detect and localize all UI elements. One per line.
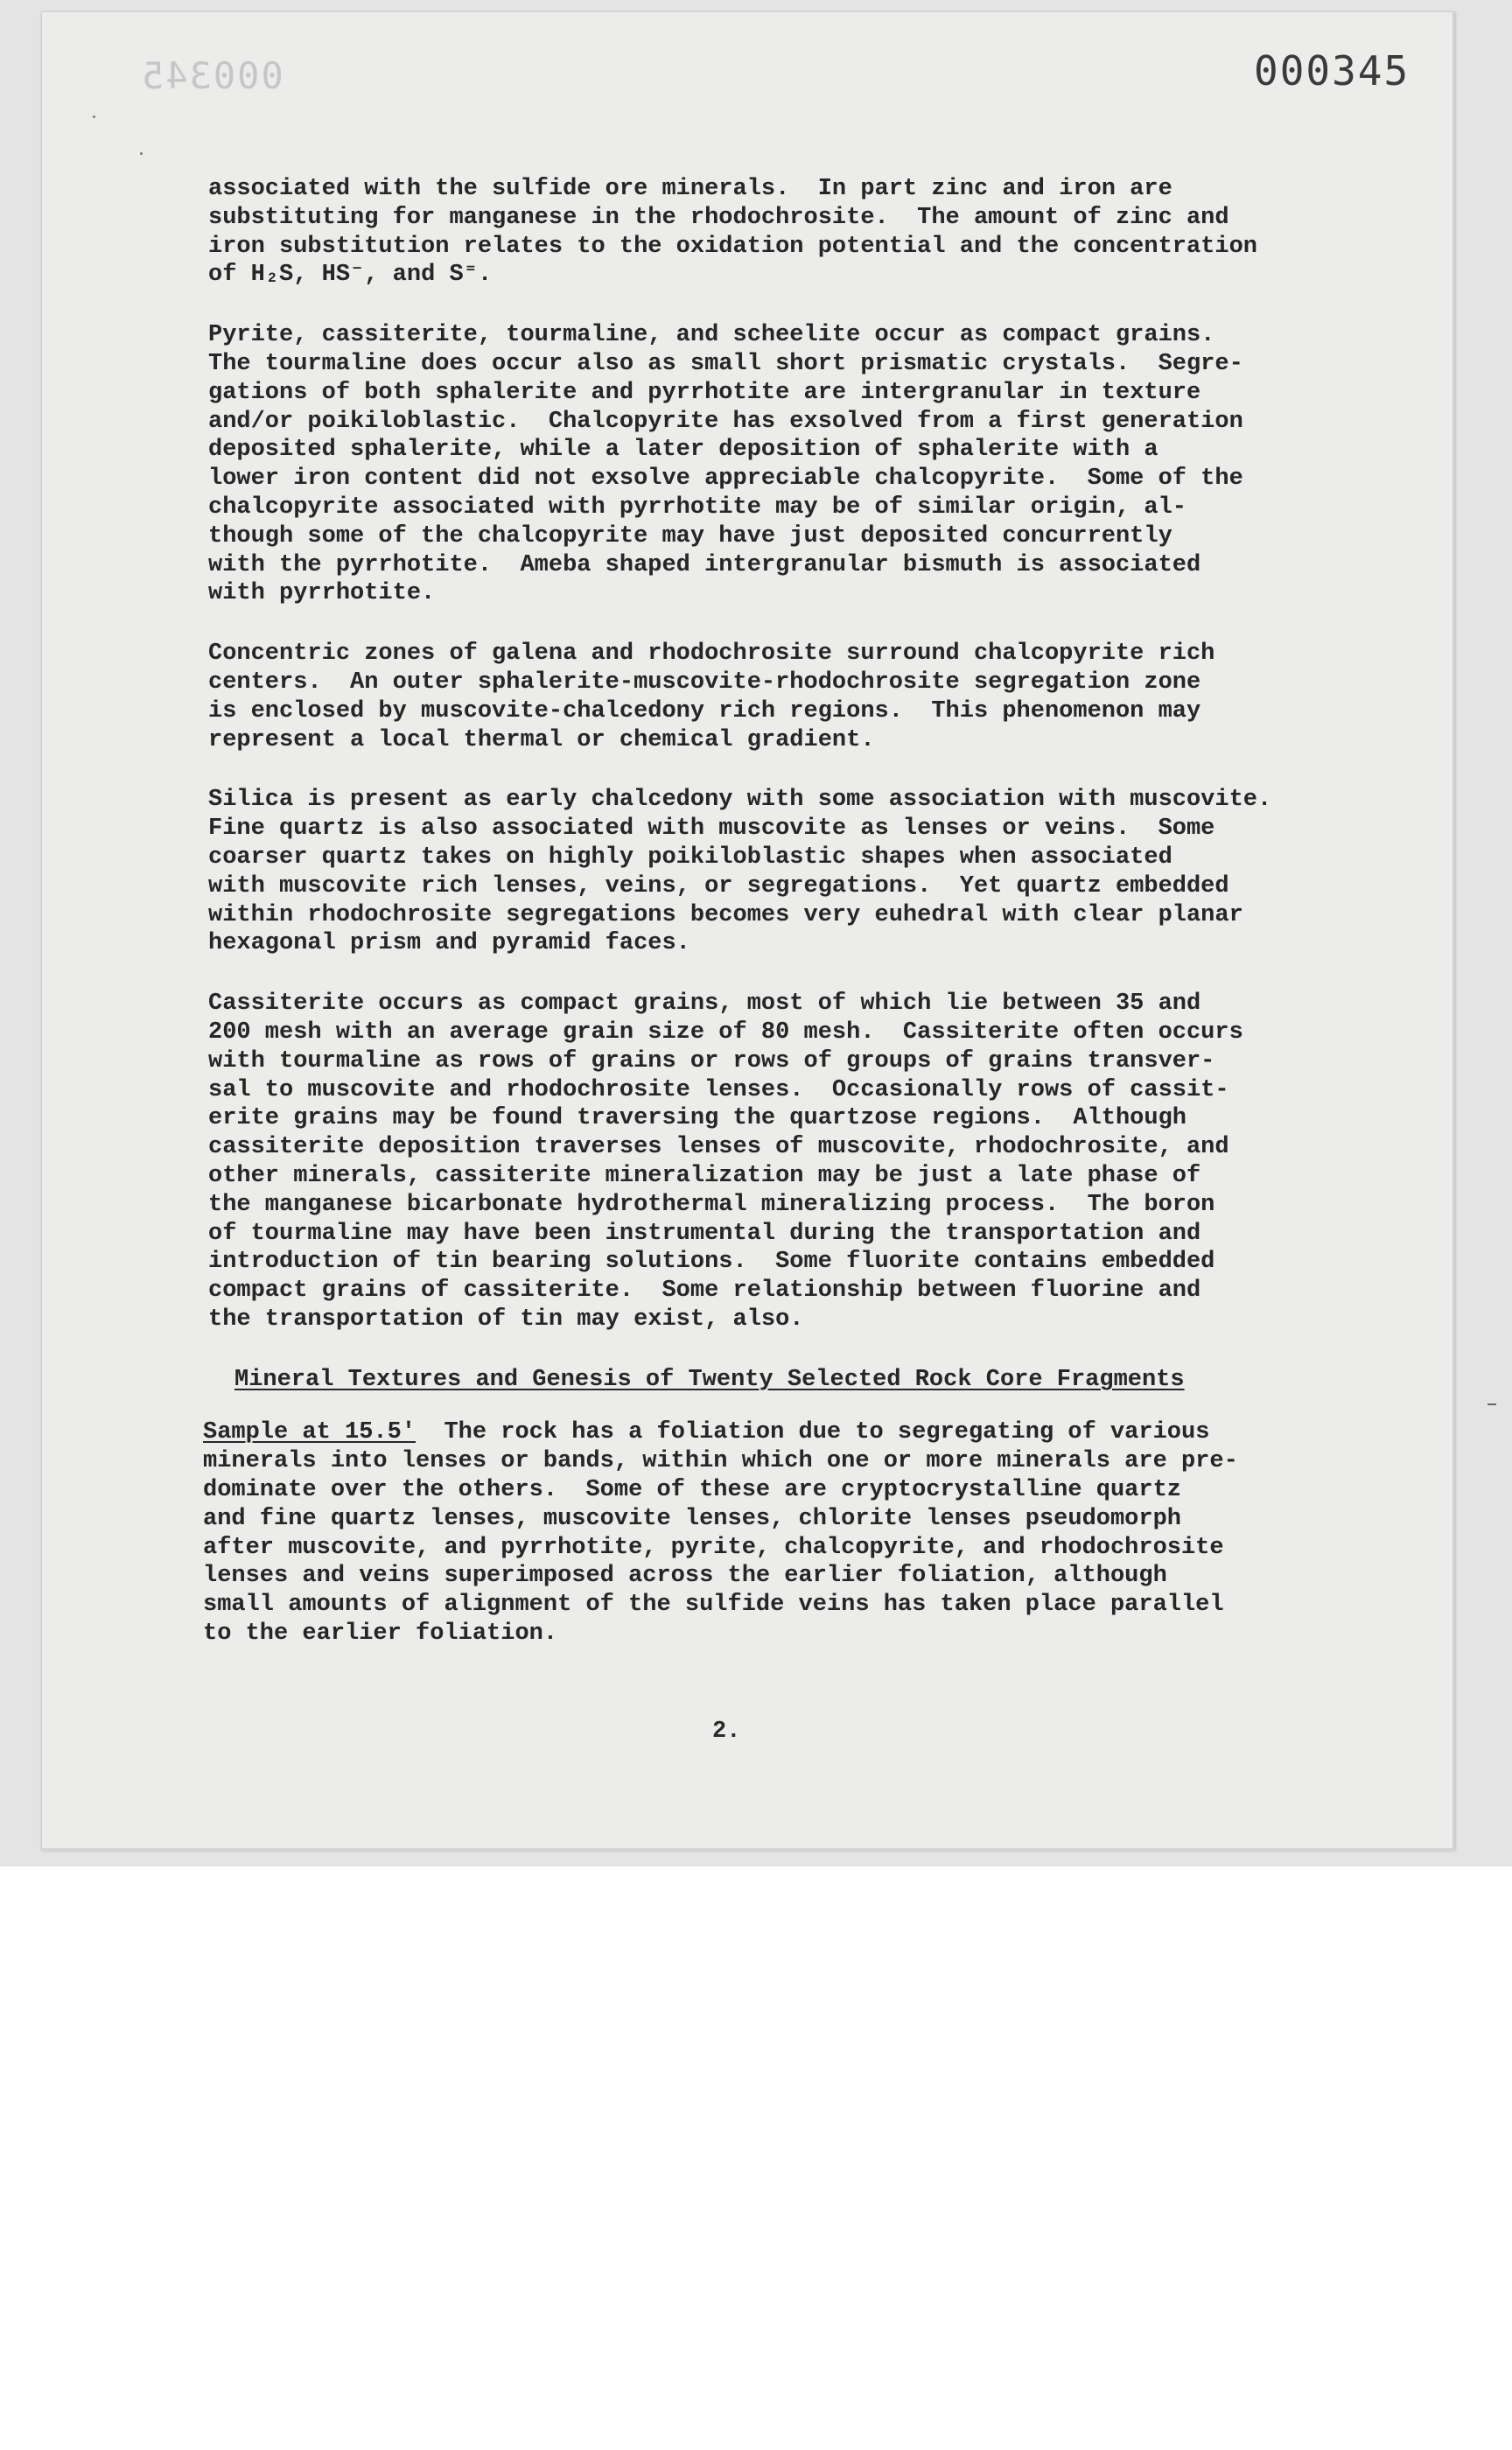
sample-text: The rock has a foliation due to segregating of various minerals into lenses or bands, within which one or more minerals are pre- dominate over the others. Some of these are cryptocrystalline quartz and fine quartz lenses, muscovite lenses, chlorite lenses pseudomorph after muscovite, and pyrrhotite, pyrite, chalcopyrite, and rhodochrosite lenses and veins superimposed across the earlier foliation, although small amounts of alignment of the sulfide veins has taken place parallel to the earlier foliation. <box>203 1419 1238 1648</box>
sample-label: Sample at 15.5' <box>203 1419 416 1446</box>
section-heading: Mineral Textures and Genesis of Twenty Selected Rock Core Fragments <box>234 1366 1185 1393</box>
paragraph-compact-grains: Pyrite, cassiterite, tourmaline, and scheelite occur as compact grains. The tourmaline does occur also as small short prismatic crystals. Segre- gations of both sphalerite and pyrrhotite are intergranular in texture and/or poikiloblastic. Chalcopyrite has exsolved from a first generation deposited sphalerite, while a later deposition of sphalerite with a lower iron content did not exsolve appreciable chalcopyrite. Some of the chalcopyrite associated with pyrrhotite may be of similar origin, al- though some of the chalcopyrite may have just deposited concurrently with the pyrrhotite. Ameba shaped intergranular bismuth is associated with pyrrhotite. <box>208 322 1243 607</box>
margin-mark <box>1488 1404 1496 1405</box>
page-number: 2. <box>712 1718 741 1745</box>
paragraph-concentric-zones: Concentric zones of galena and rhodochrosite surround chalcopyrite rich centers. An outer sphalerite-muscovite-rhodochrosite segregation zone is enclosed by muscovite-chalcedony rich regions. This phenomenon may represent a local thermal or chemical gradient. <box>208 640 1215 753</box>
paragraph-sample <box>203 1418 1346 1648</box>
paragraph-sulfide-substitution: associated with the sulfide ore minerals. In part zinc and iron are substituting for manganese in the rhodochrosite. The amount of zinc and iron substitution relates to the oxidation potential and the concentration of H₂S, HS⁻, and S⁼. <box>208 176 1257 289</box>
paragraph-silica: Silica is present as early chalcedony with some association with muscovite. Fine quartz is also associated with muscovite as lenses or veins. Some coarser quartz takes on highly poikiloblastic shapes when associated with muscovite rich lenses, veins, or segregations. Yet quartz embedded within rhodochrosite segregations becomes very euhedral with clear planar hexagonal prism and pyramid faces. <box>208 787 1272 957</box>
paragraph-cassiterite: Cassiterite occurs as compact grains, most of which lie between 35 and 200 mesh with an average grain size of 80 mesh. Cassiterite often occurs with tourmaline as rows of grains or rows of groups of grains transver- sal to muscovite and rhodochrosite lenses. Occasionally rows of cassit- erite grains may be found traversing the quartzose regions. Although cassiterite deposition traverses lenses of muscovite, rhodochrosite, and other minerals, cassiterite mineralization may be just a late phase of the manganese bicarbonate hydrothermal mineralizing process. The boron of tourmaline may have been instrumental during the transportation and introduction of tin bearing solutions. Some fluorite contains embedded compact grains of cassiterite. Some relationship between fluorine and the transportation of tin may exist, also. <box>208 990 1243 1333</box>
doc-number-bleed-through: 000345 <box>140 54 284 97</box>
speck-mark <box>140 152 143 155</box>
speck-mark <box>93 116 95 118</box>
body-text <box>203 175 1346 1680</box>
doc-number: 000345 <box>1254 47 1410 94</box>
